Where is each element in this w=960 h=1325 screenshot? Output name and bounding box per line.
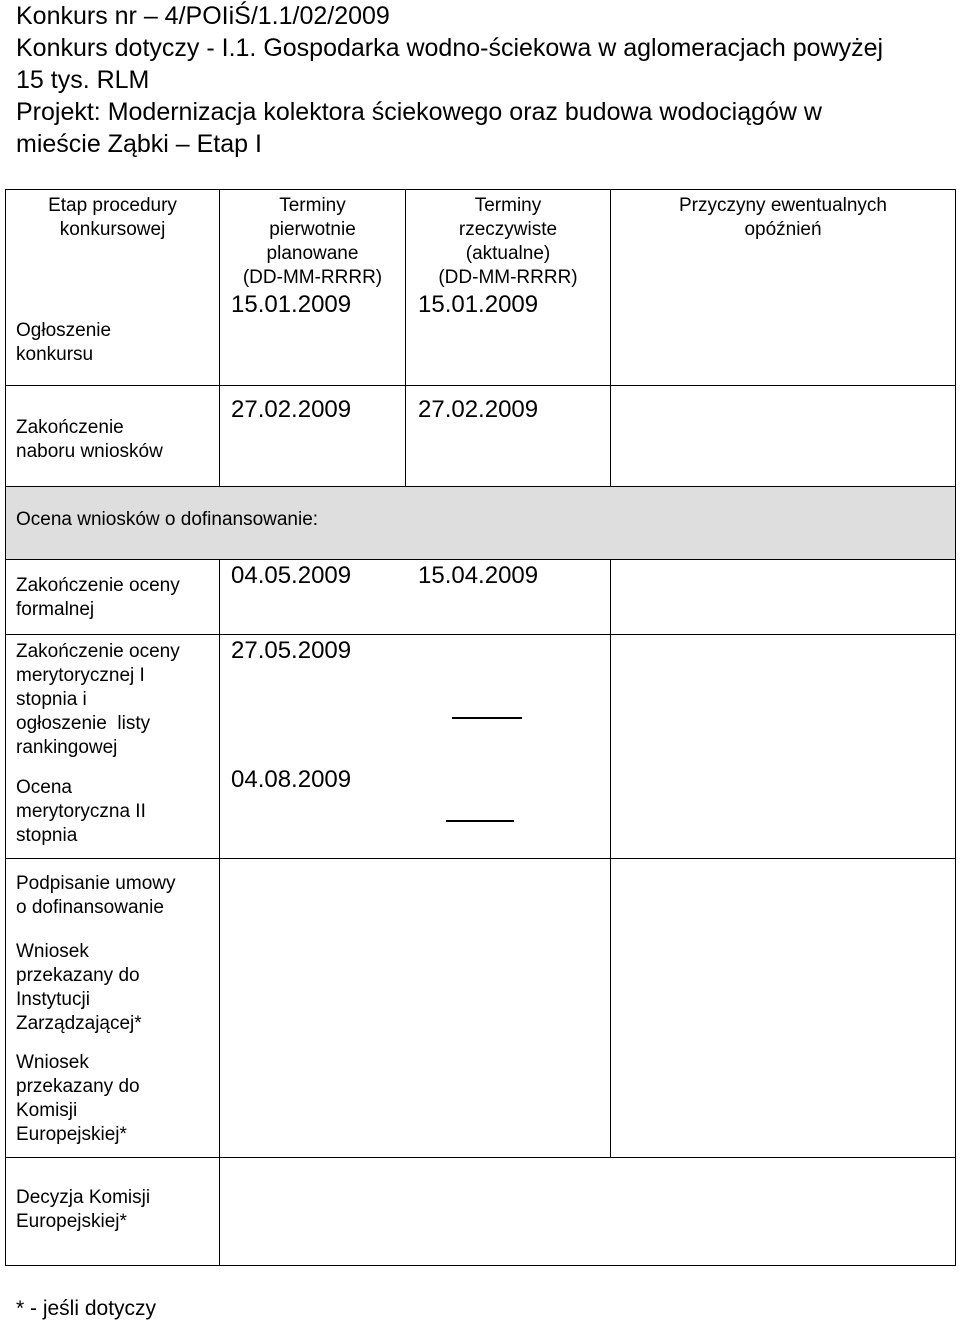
header-planned-line: Terminy	[279, 195, 346, 216]
date-planned: 15.01.2009	[231, 291, 352, 318]
stage-merit-evaluation-2	[16, 776, 146, 848]
header-line-4: Projekt: Modernizacja kolektora ściekowego oraz budowa wodociągów w	[16, 98, 822, 126]
stage-line: konkursu	[16, 344, 94, 365]
row-divider	[5, 486, 956, 487]
stage-announcement	[16, 319, 111, 367]
header-actual-line: rzeczywiste	[458, 219, 558, 240]
header-line-5: mieście Ząbki – Etap I	[16, 130, 262, 158]
stage-commission-decision	[16, 1186, 150, 1234]
stage-line: Komisji	[16, 1100, 78, 1121]
row-divider	[5, 1157, 956, 1158]
header-line-1: Konkurs nr – 4/POIiŚ/1.1/02/2009	[16, 2, 390, 30]
header-line-3: 15 tys. RLM	[16, 66, 150, 94]
stage-line: stopnia	[16, 825, 78, 846]
footnote: * - jeśli dotyczy	[16, 1297, 157, 1320]
stage-line: Europejskiej*	[16, 1211, 127, 1232]
column-divider	[219, 1157, 220, 1265]
date-actual-empty	[452, 717, 522, 719]
stage-line: Decyzja Komisji	[16, 1187, 151, 1208]
stage-line: przekazany do	[16, 1076, 140, 1097]
date-actual-empty	[446, 820, 514, 822]
date-planned: 04.08.2009	[231, 766, 352, 793]
stage-line: przekazany do	[16, 965, 140, 986]
stage-sent-to-european-commission	[16, 1051, 140, 1147]
column-divider	[219, 559, 220, 1157]
date-planned: 04.05.2009	[231, 562, 352, 589]
stage-line: Zarządzającej*	[16, 1013, 142, 1034]
stage-formal-evaluation	[16, 574, 180, 622]
stage-line: naboru wniosków	[16, 441, 163, 462]
row-divider	[5, 858, 956, 859]
table-border-bottom	[5, 1265, 956, 1266]
stage-line: Wniosek	[16, 941, 89, 962]
stage-line: rankingowej	[16, 737, 118, 758]
header-stage-line: konkursowej	[59, 219, 166, 240]
stage-line: Zakończenie	[16, 417, 124, 438]
stage-line: stopnia i	[16, 689, 87, 710]
date-planned: 27.02.2009	[231, 396, 352, 423]
date-actual: 15.01.2009	[418, 291, 539, 318]
stage-line: Europejskiej*	[16, 1124, 127, 1145]
stage-line: formalnej	[16, 599, 95, 620]
stage-line: o dofinansowanie	[16, 897, 164, 918]
date-actual: 27.02.2009	[418, 396, 539, 423]
header-delay-line: Przyczyny ewentualnych	[678, 195, 888, 216]
header-actual-line: (aktualne)	[465, 243, 551, 264]
header-delay-line: opóźnień	[744, 219, 822, 240]
header-stage	[6, 194, 219, 242]
table-border-top	[5, 189, 956, 190]
section-label: Ocena wniosków o dofinansowanie:	[16, 509, 319, 530]
header-planned	[220, 194, 405, 290]
row-divider	[5, 385, 956, 386]
date-planned: 27.05.2009	[231, 637, 352, 664]
header-actual-line: Terminy	[474, 195, 542, 216]
date-actual: 15.04.2009	[418, 562, 539, 589]
stage-sent-to-managing-authority	[16, 940, 142, 1036]
stage-line: Ogłoszenie	[16, 320, 112, 341]
stage-line: ogłoszenie listy	[16, 713, 151, 734]
header-planned-line: planowane	[266, 243, 359, 264]
row-divider	[5, 634, 956, 635]
table-border-right	[955, 189, 956, 1266]
stage-call-closing	[16, 416, 163, 464]
row-divider	[5, 559, 956, 560]
stage-merit-evaluation-1	[16, 640, 180, 760]
header-line-2: Konkurs dotyczy - I.1. Gospodarka wodno-ściekowa w aglomeracjach powyżej	[16, 34, 884, 62]
table-border-left	[5, 189, 6, 1266]
header-delay-reasons	[611, 194, 955, 242]
header-actual	[406, 194, 610, 290]
column-divider	[610, 559, 611, 1157]
header-planned-line: pierwotnie	[269, 219, 356, 240]
stage-line: Instytucji	[16, 989, 90, 1010]
stage-line: merytoryczna II	[16, 801, 146, 822]
stage-line: Ocena	[16, 777, 72, 798]
header-planned-line: (DD-MM-RRRR)	[242, 267, 383, 288]
header-stage-line: Etap procedury	[48, 195, 177, 216]
stage-line: Podpisanie umowy	[16, 873, 176, 894]
stage-line: merytorycznej I	[16, 665, 145, 686]
header-actual-line: (DD-MM-RRRR)	[438, 267, 578, 288]
stage-line: Zakończenie oceny	[16, 575, 180, 596]
stage-line: Zakończenie oceny	[16, 641, 180, 662]
stage-contract-signing	[16, 872, 175, 920]
stage-line: Wniosek	[16, 1052, 89, 1073]
